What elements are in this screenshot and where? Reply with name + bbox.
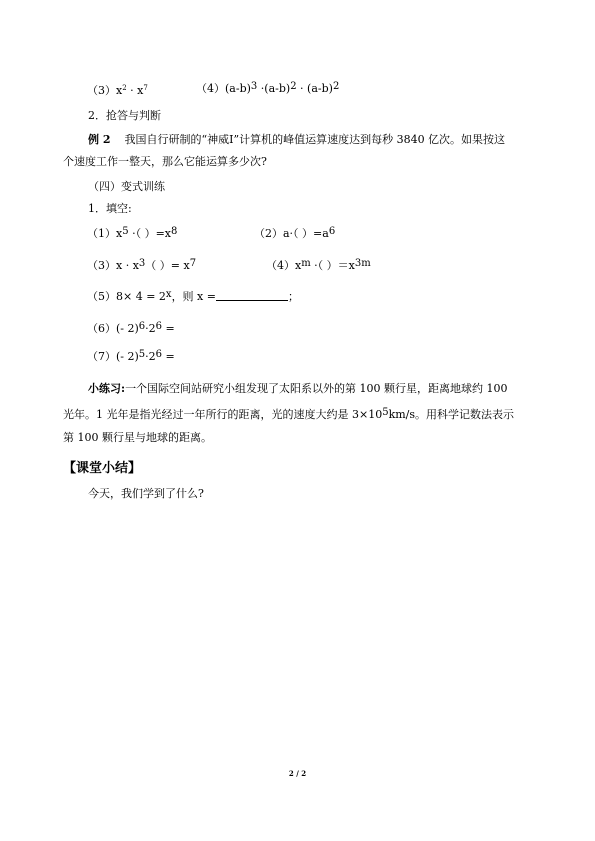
fill-q7: （7）(- 2)5·26 = [87, 349, 175, 363]
answer-blank[interactable] [216, 290, 288, 301]
section-heading: 2．抢答与判断 [88, 109, 161, 122]
fill-q5: （5）8× 4 = 2x，则 x = ； [87, 289, 299, 303]
fill-q1: （1）x5 ·（ ）=x8 [87, 226, 178, 240]
practice-line2: 光年。1 光年是指光经过一年所行的距离，光的速度大约是 3×105km/s。用科学记数法表示 [63, 407, 515, 421]
section-heading: （四）变式训练 [88, 180, 165, 193]
problem-3: $(3)x^2 \cdot x^7$ [87, 84, 148, 97]
example-2-line1: 例 2 我国自行研制的“神威Ⅰ”计算机的峰值运算速度达到每秒 3840 亿次。如果按这 [88, 133, 506, 146]
fill-q4: （4）xm ·（ ）＝x3m [266, 258, 371, 272]
summary-heading: 【课堂小结】 [63, 461, 142, 476]
page-number: 2 / 2 [288, 769, 307, 778]
practice-line3: 第 100 颗行星与地球的距离。 [63, 431, 212, 444]
problem-4: （4）(a-b)3 ·(a-b)2 · (a-b)2 [196, 81, 340, 95]
practice-line1: 小练习:一个国际空间站研究小组发现了太阳系以外的第 100 颗行星，距离地球约 100 [88, 382, 508, 395]
example-2-line2: 个速度工作一整天，那么它能运算多少次? [63, 155, 267, 168]
summary-text: 今天，我们学到了什么? [88, 487, 204, 500]
fill-q6: （6）(- 2)6·26 = [87, 321, 175, 335]
fill-q3: （3）x · x3（ ）= x7 [87, 258, 197, 272]
fill-title: 1．填空: [88, 202, 132, 215]
fill-q2: （2）a·（ ）=a6 [254, 226, 336, 240]
